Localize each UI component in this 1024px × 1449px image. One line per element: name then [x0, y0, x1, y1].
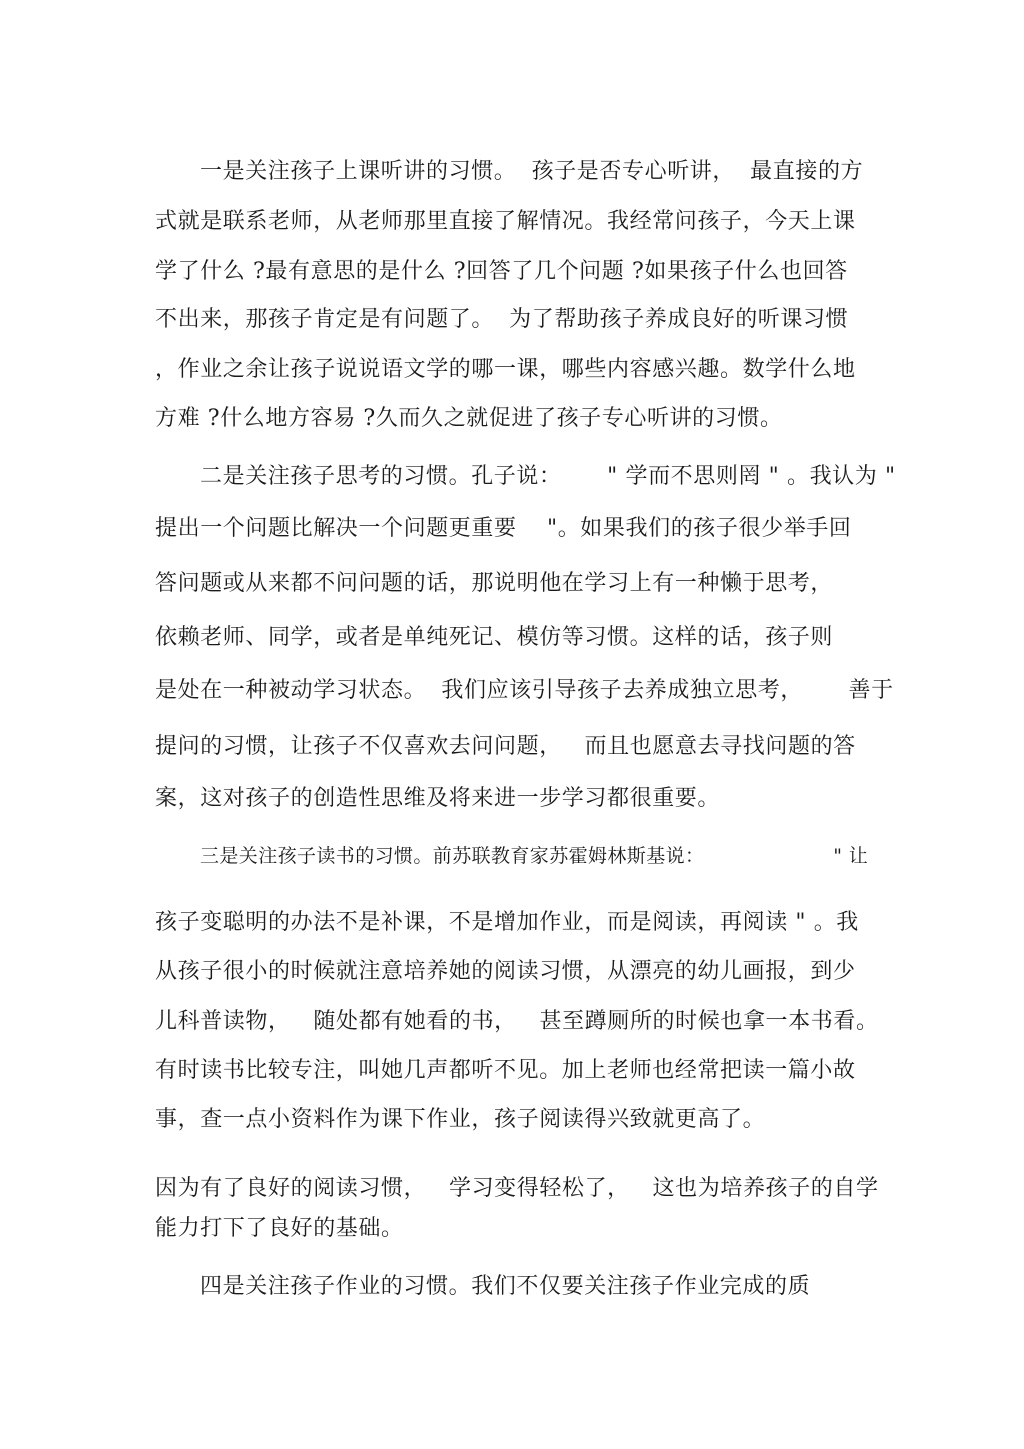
paragraph-1-line-2: 式就是联系老师，从老师那里直接了解情况。我经常问孩子，今天上课	[155, 209, 856, 234]
paragraph-2-line-5: 是处在一种被动学习状态。 我们应该引导孩子去养成独立思考， 善于	[155, 678, 894, 703]
paragraph-1-line-1: 一是关注孩子上课听讲的习惯。 孩子是否专心听讲， 最直接的方	[200, 159, 864, 184]
paragraph-2-line-1: 二是关注孩子思考的习惯。孔子说： " 学而不思则罔 " 。我认为 "	[200, 464, 896, 489]
paragraph-4-line-2: 从孩子很小的时候就注意培养她的阅读习惯，从漂亮的幼儿画报，到少	[155, 959, 856, 984]
paragraph-6-line-1: 四是关注孩子作业的习惯。我们不仅要关注孩子作业完成的质	[200, 1274, 811, 1299]
paragraph-4-line-3: 儿科普读物， 随处都有她看的书， 甚至蹲厕所的时候也拿一本书看。	[155, 1009, 879, 1034]
paragraph-4-line-1: 孩子变聪明的办法不是补课，不是增加作业，而是阅读，再阅读 " 。我	[155, 910, 859, 935]
paragraph-1-line-5: ，作业之余让孩子说说语文学的哪一课，哪些内容感兴趣。数学什么地	[155, 357, 856, 382]
paragraph-1-line-4: 不出来，那孩子肯定是有问题了。 为了帮助孩子养成良好的听课习惯	[155, 307, 849, 332]
paragraph-2-line-4: 依赖老师、同学，或者是单纯死记、模仿等习惯。这样的话，孩子则	[155, 625, 834, 650]
paragraph-3-line-1: 三是关注孩子读书的习惯。前苏联教育家苏霍姆林斯基说： " 让	[200, 845, 869, 867]
paragraph-5-line-1: 因为有了良好的阅读习惯， 学习变得轻松了， 这也为培养孩子的自学	[155, 1176, 879, 1201]
paragraph-1-line-6: 方难 ?什么地方容易 ?久而久之就促进了孩子专心听讲的习惯。	[155, 406, 783, 431]
paragraph-2-line-6: 提问的习惯，让孩子不仅喜欢去问问题， 而且也愿意去寻找问题的答	[155, 734, 856, 759]
paragraph-1-line-3: 学了什么 ?最有意思的是什么 ?回答了几个问题 ?如果孩子什么也回答	[155, 259, 848, 284]
paragraph-5-line-2: 能力打下了良好的基础。	[155, 1216, 404, 1241]
paragraph-2-line-3: 答问题或从来都不问问题的话，那说明他在学习上有一种懒于思考，	[155, 571, 834, 596]
paragraph-4-line-4: 有时读书比较专注，叫她几声都听不见。加上老师也经常把读一篇小故	[155, 1058, 856, 1083]
paragraph-4-line-5: 事，查一点小资料作为课下作业，孩子阅读得兴致就更高了。	[155, 1107, 766, 1132]
paragraph-2-line-7: 案，这对孩子的创造性思维及将来进一步学习都很重要。	[155, 786, 721, 811]
paragraph-2-line-2: 提出一个问题比解决一个问题更重要 "。如果我们的孩子很少举手回	[155, 516, 852, 541]
